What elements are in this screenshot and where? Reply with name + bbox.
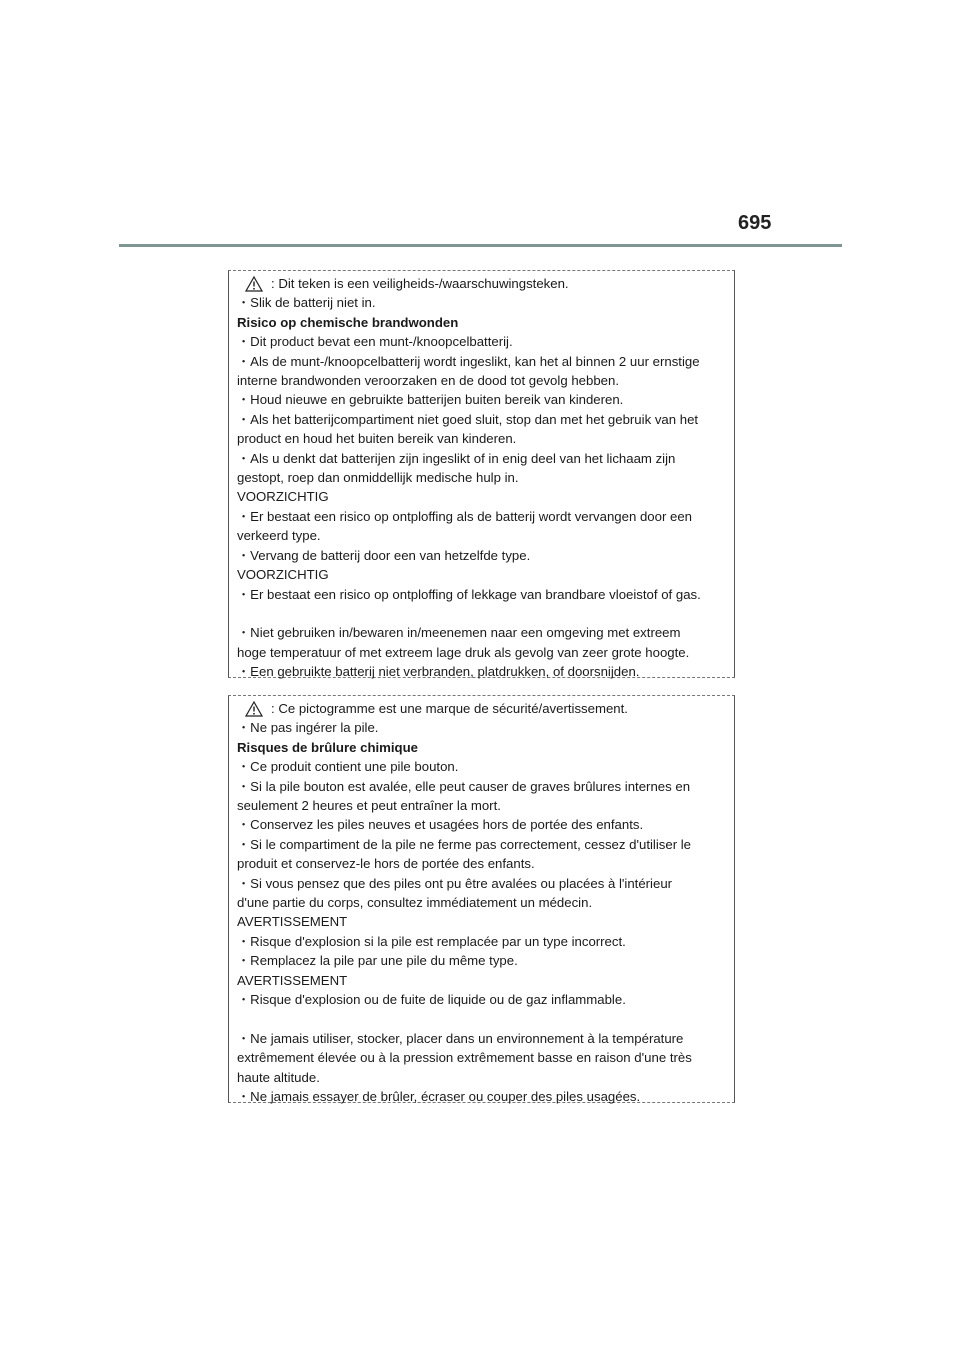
text-line: verkeerd type. [237, 528, 321, 544]
text-line: haute altitude. [237, 1069, 320, 1085]
warning-legend-text: : Dit teken is een veiligheids-/waarschuwingsteken. [271, 276, 569, 291]
text-line: interne brandwonden veroorzaken en de dood tot gevolg hebben. [237, 373, 619, 389]
warning-triangle-icon [245, 701, 263, 717]
text-line: ・Vervang de batterij door een van hetzelfde type. [237, 547, 531, 563]
text-line: gestopt, roep dan onmiddellijk medische hulp in. [237, 470, 519, 486]
text-line: ・Si vous pensez que des piles ont pu être avalées ou placées à l'intérieur [237, 875, 673, 891]
text-line: seulement 2 heures et peut entraîner la mort. [237, 798, 501, 814]
section-heading: Risques de brûlure chimique [237, 739, 418, 755]
text-line: ・Ne pas ingérer la pile. [237, 720, 379, 736]
text-line: ・Er bestaat een risico op ontploffing als de batterij wordt vervangen door een [237, 508, 693, 524]
warning-legend-line [237, 699, 726, 718]
text-line: ・Er bestaat een risico op ontploffing of lekkage van brandbare vloeistof of gas. [237, 586, 701, 602]
text-line: ・Als het batterijcompartiment niet goed sluit, stop dan met het gebruik van het [237, 411, 699, 427]
text-line: ・Ne jamais essayer de brûler, écraser ou couper des piles usagées. [237, 1089, 641, 1105]
text-line: ・Ce produit contient une pile bouton. [237, 759, 459, 775]
header-rule [119, 244, 842, 247]
warning-heading: AVERTISSEMENT [237, 914, 348, 930]
warning-triangle-icon [245, 276, 263, 292]
text-line: ・Slik de batterij niet in. [237, 295, 376, 311]
text-line: ・Ne jamais utiliser, stocker, placer dans un environnement à la température [237, 1030, 684, 1046]
caution-heading: VOORZICHTIG [237, 489, 329, 505]
page-number: 695 [738, 212, 772, 234]
text-line: ・Als u denkt dat batterijen zijn ingeslikt of in enig deel van het lichaam zijn [237, 450, 676, 466]
text-line: d'une partie du corps, consultez immédiatement un médecin. [237, 895, 593, 911]
text-line: hoge temperatuur of met extreem lage druk als gevolg van zeer grote hoogte. [237, 644, 690, 660]
text-line: ・Houd nieuwe en gebruikte batterijen buiten bereik van kinderen. [237, 392, 624, 408]
text-line: ・Conservez les piles neuves et usagées hors de portée des enfants. [237, 817, 644, 833]
text-line: ・Als de munt-/knoopcelbatterij wordt ingeslikt, kan het al binnen 2 uur ernstige [237, 353, 700, 369]
warning-heading: AVERTISSEMENT [237, 972, 348, 988]
text-line: ・Si le compartiment de la pile ne ferme pas correctement, cessez d'utiliser le [237, 836, 692, 852]
notice-box-french [228, 695, 735, 1103]
text-line: ・Niet gebruiken in/bewaren in/meenemen naar een omgeving met extreem [237, 625, 681, 641]
text-line: ・Dit product bevat een munt-/knoopcelbatterij. [237, 334, 513, 350]
caution-heading: VOORZICHTIG [237, 567, 329, 583]
text-line: produit et conservez-le hors de portée des enfants. [237, 856, 535, 872]
text-line: ・Si la pile bouton est avalée, elle peut causer de graves brûlures internes en [237, 778, 691, 794]
text-line: product en houd het buiten bereik van kinderen. [237, 431, 517, 447]
warning-legend-line [237, 274, 726, 293]
warning-legend-text: : Ce pictogramme est une marque de sécurité/avertissement. [271, 701, 628, 716]
section-heading: Risico op chemische brandwonden [237, 314, 459, 330]
spacer [237, 604, 726, 623]
notice-box-dutch [228, 270, 735, 678]
spacer [237, 1010, 726, 1029]
text-line: ・Risque d'explosion si la pile est remplacée par un type incorrect. [237, 933, 626, 949]
text-line: ・Remplacez la pile par une pile du même type. [237, 953, 518, 969]
text-line: extrêmement élevée ou à la pression extrêmement basse en raison d'une très [237, 1050, 692, 1066]
text-line: ・Een gebruikte batterij niet verbranden, platdrukken, of doorsnijden. [237, 664, 640, 680]
text-line: ・Risque d'explosion ou de fuite de liquide ou de gaz inflammable. [237, 992, 626, 1008]
